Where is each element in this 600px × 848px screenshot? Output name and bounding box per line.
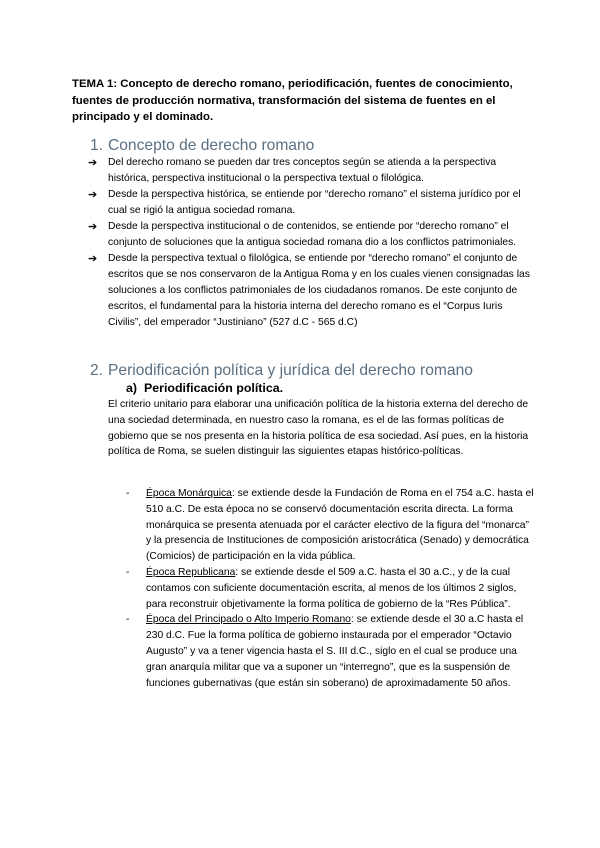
arrow-right-icon: ➔ xyxy=(88,157,98,169)
section-1-number: 1. xyxy=(90,137,104,154)
arrow-right-icon: ➔ xyxy=(88,253,98,265)
document-title: TEMA 1: Concepto de derecho romano, periodificación, fuentes de conocimiento, fuentes de producción normativa, transformación del sistema de fuentes en el principado y el dominado. xyxy=(72,78,513,123)
list-item: ➔ Desde la perspectiva institucional o de contenidos, se entiende por “derecho romano” el conjunto de soluciones que la antigua sociedad romana dio a los conflictos patrimoniales. xyxy=(88,221,517,248)
period-term: Época Monárquica xyxy=(146,488,232,499)
historical-periods-list xyxy=(126,486,536,691)
period-term: Época del Principado o Alto Imperio Romano xyxy=(146,614,351,626)
arrow-right-icon: ➔ xyxy=(88,189,98,201)
list-item: ➔ Desde la perspectiva textual o filológica, se entiende por “derecho romano” el conjunto de escritos que se nos conservaron de la Antigua Roma y en los cuales vienen consignadas las soluciones a los conflictos patrimoniales de los ciudadanos romanos. De este conjunto de escritos, el fundamental para la historia interna del derecho romano es el “Corpus Iuris Civilis”, del emperador “Justiniano” (527 d.C - 565 d.C) xyxy=(88,253,530,328)
subsection-a-heading xyxy=(126,380,283,396)
dash-bullet-icon: - xyxy=(126,566,130,578)
list-item xyxy=(126,612,536,691)
period-description: : se extiende desde el 30 a.C hasta el 230 d.C. Fue la forma política de gobierno instaurada por el emperador “Octavio Augusto” y va a tener vigencia hasta el S. III d.C., siglo en el cual se produce una gran anarquía militar que va a suponer un “interregno”, que es la suspensión de funciones gubernativas (que están sin soberano) de aproximadamente 50 años. xyxy=(146,614,524,689)
section-2-title: Periodificación política y jurídica del derecho romano xyxy=(108,362,473,379)
dash-bullet-icon: - xyxy=(126,614,130,626)
list-item xyxy=(126,565,536,612)
subsection-a-letter: a) xyxy=(126,381,138,395)
period-term: Época Republicana xyxy=(146,566,236,578)
dash-bullet-icon: - xyxy=(126,488,130,499)
list-item: ➔ Del derecho romano se pueden dar tres conceptos según se atienda a la perspectiva histórica, perspectiva institucional o la perspectiva textual o filológica. xyxy=(88,157,497,184)
section-1-bullet-list xyxy=(88,155,536,331)
period-description: : se extiende desde el 509 a.C. hasta el 30 a.C., y de la cual contamos con suficiente documentación escrita, al menos de los últimos 2 siglos, para reconstruir objetivamente la forma política de gobierno de la “Res Pública”. xyxy=(146,566,517,610)
list-item: ➔ Desde la perspectiva histórica, se entiende por “derecho romano” el sistema jurídico por el cual se rigió la antigua sociedad romana. xyxy=(88,189,521,216)
subsection-a-paragraph: El criterio unitario para elaborar una unificación política de la historia externa del derecho de una sociedad determinada, en nuestro caso la romana, es el de las formas políticas de gobierno que se nos presenta en la historia política de esa sociedad. Así pues, en la historia política de Roma, se suelen distinguir las siguientes etapas histórico-políticas. xyxy=(108,399,529,458)
section-1-heading xyxy=(90,137,314,155)
period-description: : se extiende desde la Fundación de Roma en el 754 a.C. hasta el 510 a.C. De esta época no se conservó documentación escrita directa. La forma monárquica se presenta atenuada por el carácter electivo de la figura del “monarca” y la presencia de Instituciones de composición aristocrática (Senado) y democrática (Comicios) de participación en la vida pública. xyxy=(146,488,534,563)
arrow-right-icon: ➔ xyxy=(88,221,98,233)
section-1-title: Concepto de derecho romano xyxy=(108,137,315,154)
section-2-number: 2. xyxy=(90,362,104,379)
section-2-heading xyxy=(90,362,473,380)
subsection-a-title: Periodificación política. xyxy=(144,381,284,395)
list-item xyxy=(126,486,536,565)
